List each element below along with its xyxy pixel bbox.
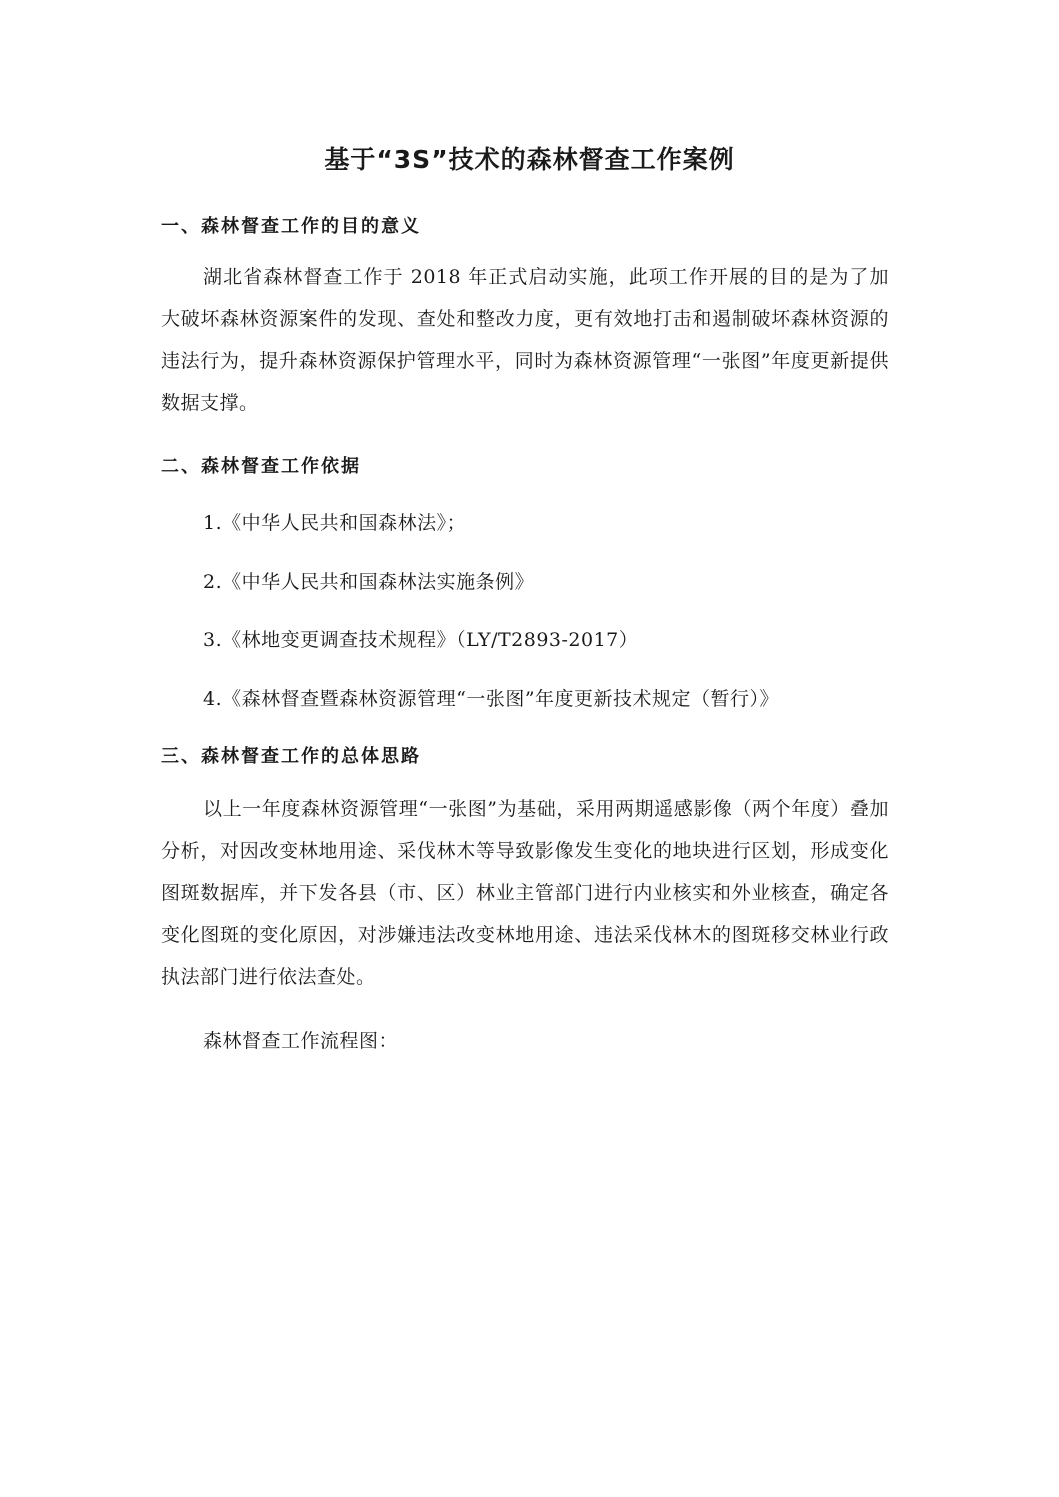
section3-paragraph: 以上一年度森林资源管理“一张图”为基础，采用两期遥感影像（两个年度）叠加分析，对因改变林地用途、采伐林木等导致影像发生变化的地块进行区划，形成变化图斑数据库，并下发各县（市、区）林业主管部门进行内业核实和外业核查，确定各变化图斑的变化原因，对涉嫌违法改变林地用途、违法采伐林木的图斑移交林业行政执法部门进行依法查处。: [161, 798, 889, 988]
basis-item-3: 3.《林地变更调查技术规程》（LY/T2893-2017）: [203, 629, 639, 651]
section2-heading: 二、森林督查工作依据: [161, 456, 361, 477]
section3-heading: 三、森林督查工作的总体思路: [161, 746, 421, 767]
page-title: 基于“3S”技术的森林督查工作案例: [324, 145, 735, 174]
basis-item-2: 2.《中华人民共和国森林法实施条例》: [203, 571, 535, 593]
basis-item-4: 4.《森林督查暨森林资源管理“一张图”年度更新技术规定（暂行）》: [203, 688, 780, 710]
basis-item-1: 1.《中华人民共和国森林法》；: [203, 512, 467, 534]
section1-paragraph: 湖北省森林督查工作于 2018 年正式启动实施，此项工作开展的目的是为了加大破坏森林资源案件的发现、查处和整改力度，更有效地打击和遏制破坏森林资源的违法行为，提升森林资源保护管理水平，同时为森林资源管理“一张图”年度更新提供数据支撑。: [161, 266, 889, 414]
section1-heading: 一、森林督查工作的目的意义: [161, 216, 421, 237]
flowchart-caption: 森林督查工作流程图：: [203, 1030, 399, 1052]
